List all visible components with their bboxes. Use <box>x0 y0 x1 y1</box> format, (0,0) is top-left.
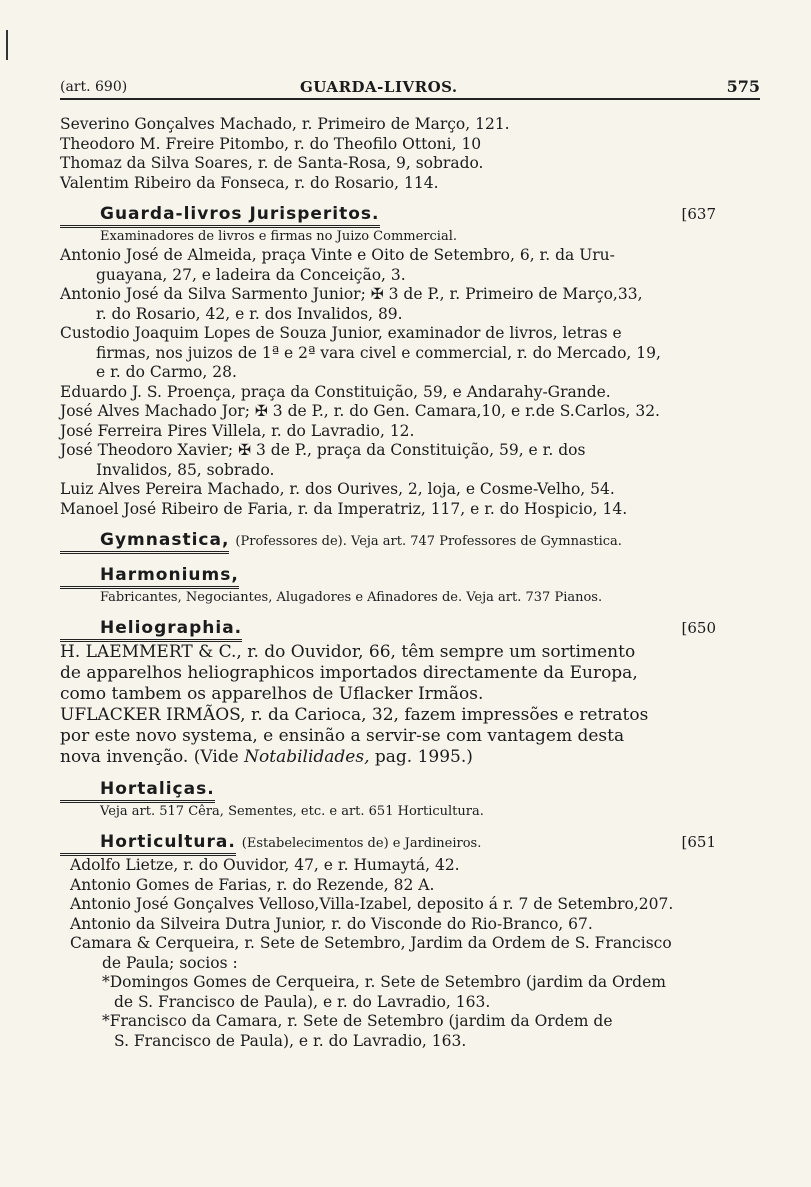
page-content <box>60 115 720 1051</box>
section-harmoniums <box>60 564 720 607</box>
margin-mark <box>6 30 8 60</box>
list-item-cont: por este novo systema, e ensinão a servir-se com vantagem desta <box>60 726 625 746</box>
list-item: José Ferreira Pires Villela, r. do Lavradio, 12. <box>60 421 415 440</box>
section-title: Harmoniums, <box>60 564 239 589</box>
list-item-cont: de apparelhos heliographicos importados directamente da Europa, <box>60 663 638 683</box>
list-item: UFLACKER IRMÃOS, r. da Carioca, 32, fazem impressões e retratos <box>60 705 649 725</box>
list-item-cont: r. do Rosario, 42, e r. dos Invalidos, 89. <box>96 304 403 323</box>
section-heliographia <box>60 617 720 768</box>
text-span: pag. 1995.) <box>369 747 473 767</box>
list-item: Antonio José de Almeida, praça Vinte e Oito de Setembro, 6, r. da Uru- <box>60 246 615 264</box>
section-title: Heliographia. <box>60 617 242 642</box>
list-item: Antonio José da Silva Sarmento Junior; ✠ 3 de P., r. Primeiro de Março,33, <box>60 285 643 303</box>
list-item-cont: de Paula; socios : <box>102 953 238 972</box>
list-item: *Francisco da Camara, r. Sete de Setembro (jardim da Ordem de <box>102 1012 613 1030</box>
text-span: nova invenção. (Vide <box>60 747 245 767</box>
section-title: Hortaliças. <box>60 778 215 803</box>
list-item: Custodio Joaquim Lopes de Souza Junior, examinador de livros, letras e <box>60 324 622 342</box>
list-item-cont: firmas, nos juizos de 1ª e 2ª vara civel e commercial, r. do Mercado, 19, <box>96 343 661 362</box>
section-horticultura <box>60 831 720 1051</box>
list-item: Theodoro M. Freire Pitombo, r. do Theofilo Ottoni, 10 <box>60 134 482 153</box>
section-title: Gymnastica, <box>60 529 229 554</box>
header-title: GUARDA-LIVROS. <box>300 78 458 96</box>
article-number: [637 <box>681 205 716 223</box>
list-item: Antonio da Silveira Dutra Junior, r. do Visconde do Rio-Branco, 67. <box>70 914 593 933</box>
list-item: José Alves Machado Jor; ✠ 3 de P., r. do Gen. Camara,10, e r.de S.Carlos, 32. <box>60 402 660 420</box>
page-number: 575 <box>726 77 760 96</box>
italic-reference: Notabilidades, <box>244 747 370 767</box>
list-item: Antonio Gomes de Farias, r. do Rezende, 82 A. <box>70 875 435 894</box>
list-item-cont: e r. do Carmo, 28. <box>96 363 237 381</box>
list-item: José Theodoro Xavier; ✠ 3 de P., praça da Constituição, 59, e r. dos <box>60 441 586 459</box>
list-item: Manoel José Ribeiro de Faria, r. da Imperatriz, 117, e r. do Hospicio, 14. <box>60 499 628 518</box>
article-number: [650 <box>681 619 716 637</box>
list-item: Camara & Cerqueira, r. Sete de Setembro, Jardim da Ordem de S. Francisco <box>70 934 672 952</box>
list-item-cont: de S. Francisco de Paula), e r. do Lavradio, 163. <box>114 992 491 1011</box>
list-item: Eduardo J. S. Proença, praça da Constituição, 59, e Andarahy-Grande. <box>60 382 611 401</box>
list-item: H. LAEMMERT & C., r. do Ouvidor, 66, têm sempre um sortimento <box>60 642 636 662</box>
intro-entries <box>60 115 720 193</box>
list-item-cont: S. Francisco de Paula), e r. do Lavradio, 163. <box>114 1031 467 1050</box>
list-item: *Domingos Gomes de Cerqueira, r. Sete de Setembro (jardim da Ordem <box>102 973 666 991</box>
section-subtitle: Examinadores de livros e firmas no Juizo Commercial. <box>100 229 457 244</box>
section-title: Guarda-livros Jurisperitos. <box>60 203 380 228</box>
section-guarda-livros <box>60 203 720 519</box>
header-rule <box>60 98 760 100</box>
list-item-cont <box>60 747 720 768</box>
header-article-ref: (art. 690) <box>60 79 128 95</box>
article-number: [651 <box>681 833 716 851</box>
list-item: Thomaz da Silva Soares, r. de Santa-Rosa, 9, sobrado. <box>60 154 484 172</box>
list-item: Valentim Ribeiro da Fonseca, r. do Rosario, 114. <box>60 173 439 192</box>
section-note: (Professores de). Veja art. 747 Professores de Gymnastica. <box>235 534 622 549</box>
list-item-cont: Invalidos, 85, sobrado. <box>96 460 275 479</box>
section-note: (Estabelecimentos de) e Jardineiros. <box>241 836 482 851</box>
page-header <box>60 76 760 98</box>
list-item-cont: guayana, 27, e ladeira da Conceição, 3. <box>96 265 406 284</box>
section-subtitle: Fabricantes, Negociantes, Alugadores e Afinadores de. Veja art. 737 Pianos. <box>100 590 603 605</box>
section-title: Horticultura. <box>60 831 236 856</box>
list-item: Severino Gonçalves Machado, r. Primeiro de Março, 121. <box>60 115 510 133</box>
section-gymnastica <box>60 529 720 554</box>
list-item-cont: como tambem os apparelhos de Uflacker Irmãos. <box>60 684 484 704</box>
list-item: Adolfo Lietze, r. do Ouvidor, 47, e r. Humaytá, 42. <box>70 856 460 874</box>
section-hortalicas <box>60 778 720 821</box>
section-subtitle: Veja art. 517 Cêra, Sementes, etc. e art. 651 Horticultura. <box>100 804 484 819</box>
list-item: Antonio José Gonçalves Velloso,Villa-Izabel, deposito á r. 7 de Setembro,207. <box>70 895 674 913</box>
list-item: Luiz Alves Pereira Machado, r. dos Ourives, 2, loja, e Cosme-Velho, 54. <box>60 480 615 498</box>
